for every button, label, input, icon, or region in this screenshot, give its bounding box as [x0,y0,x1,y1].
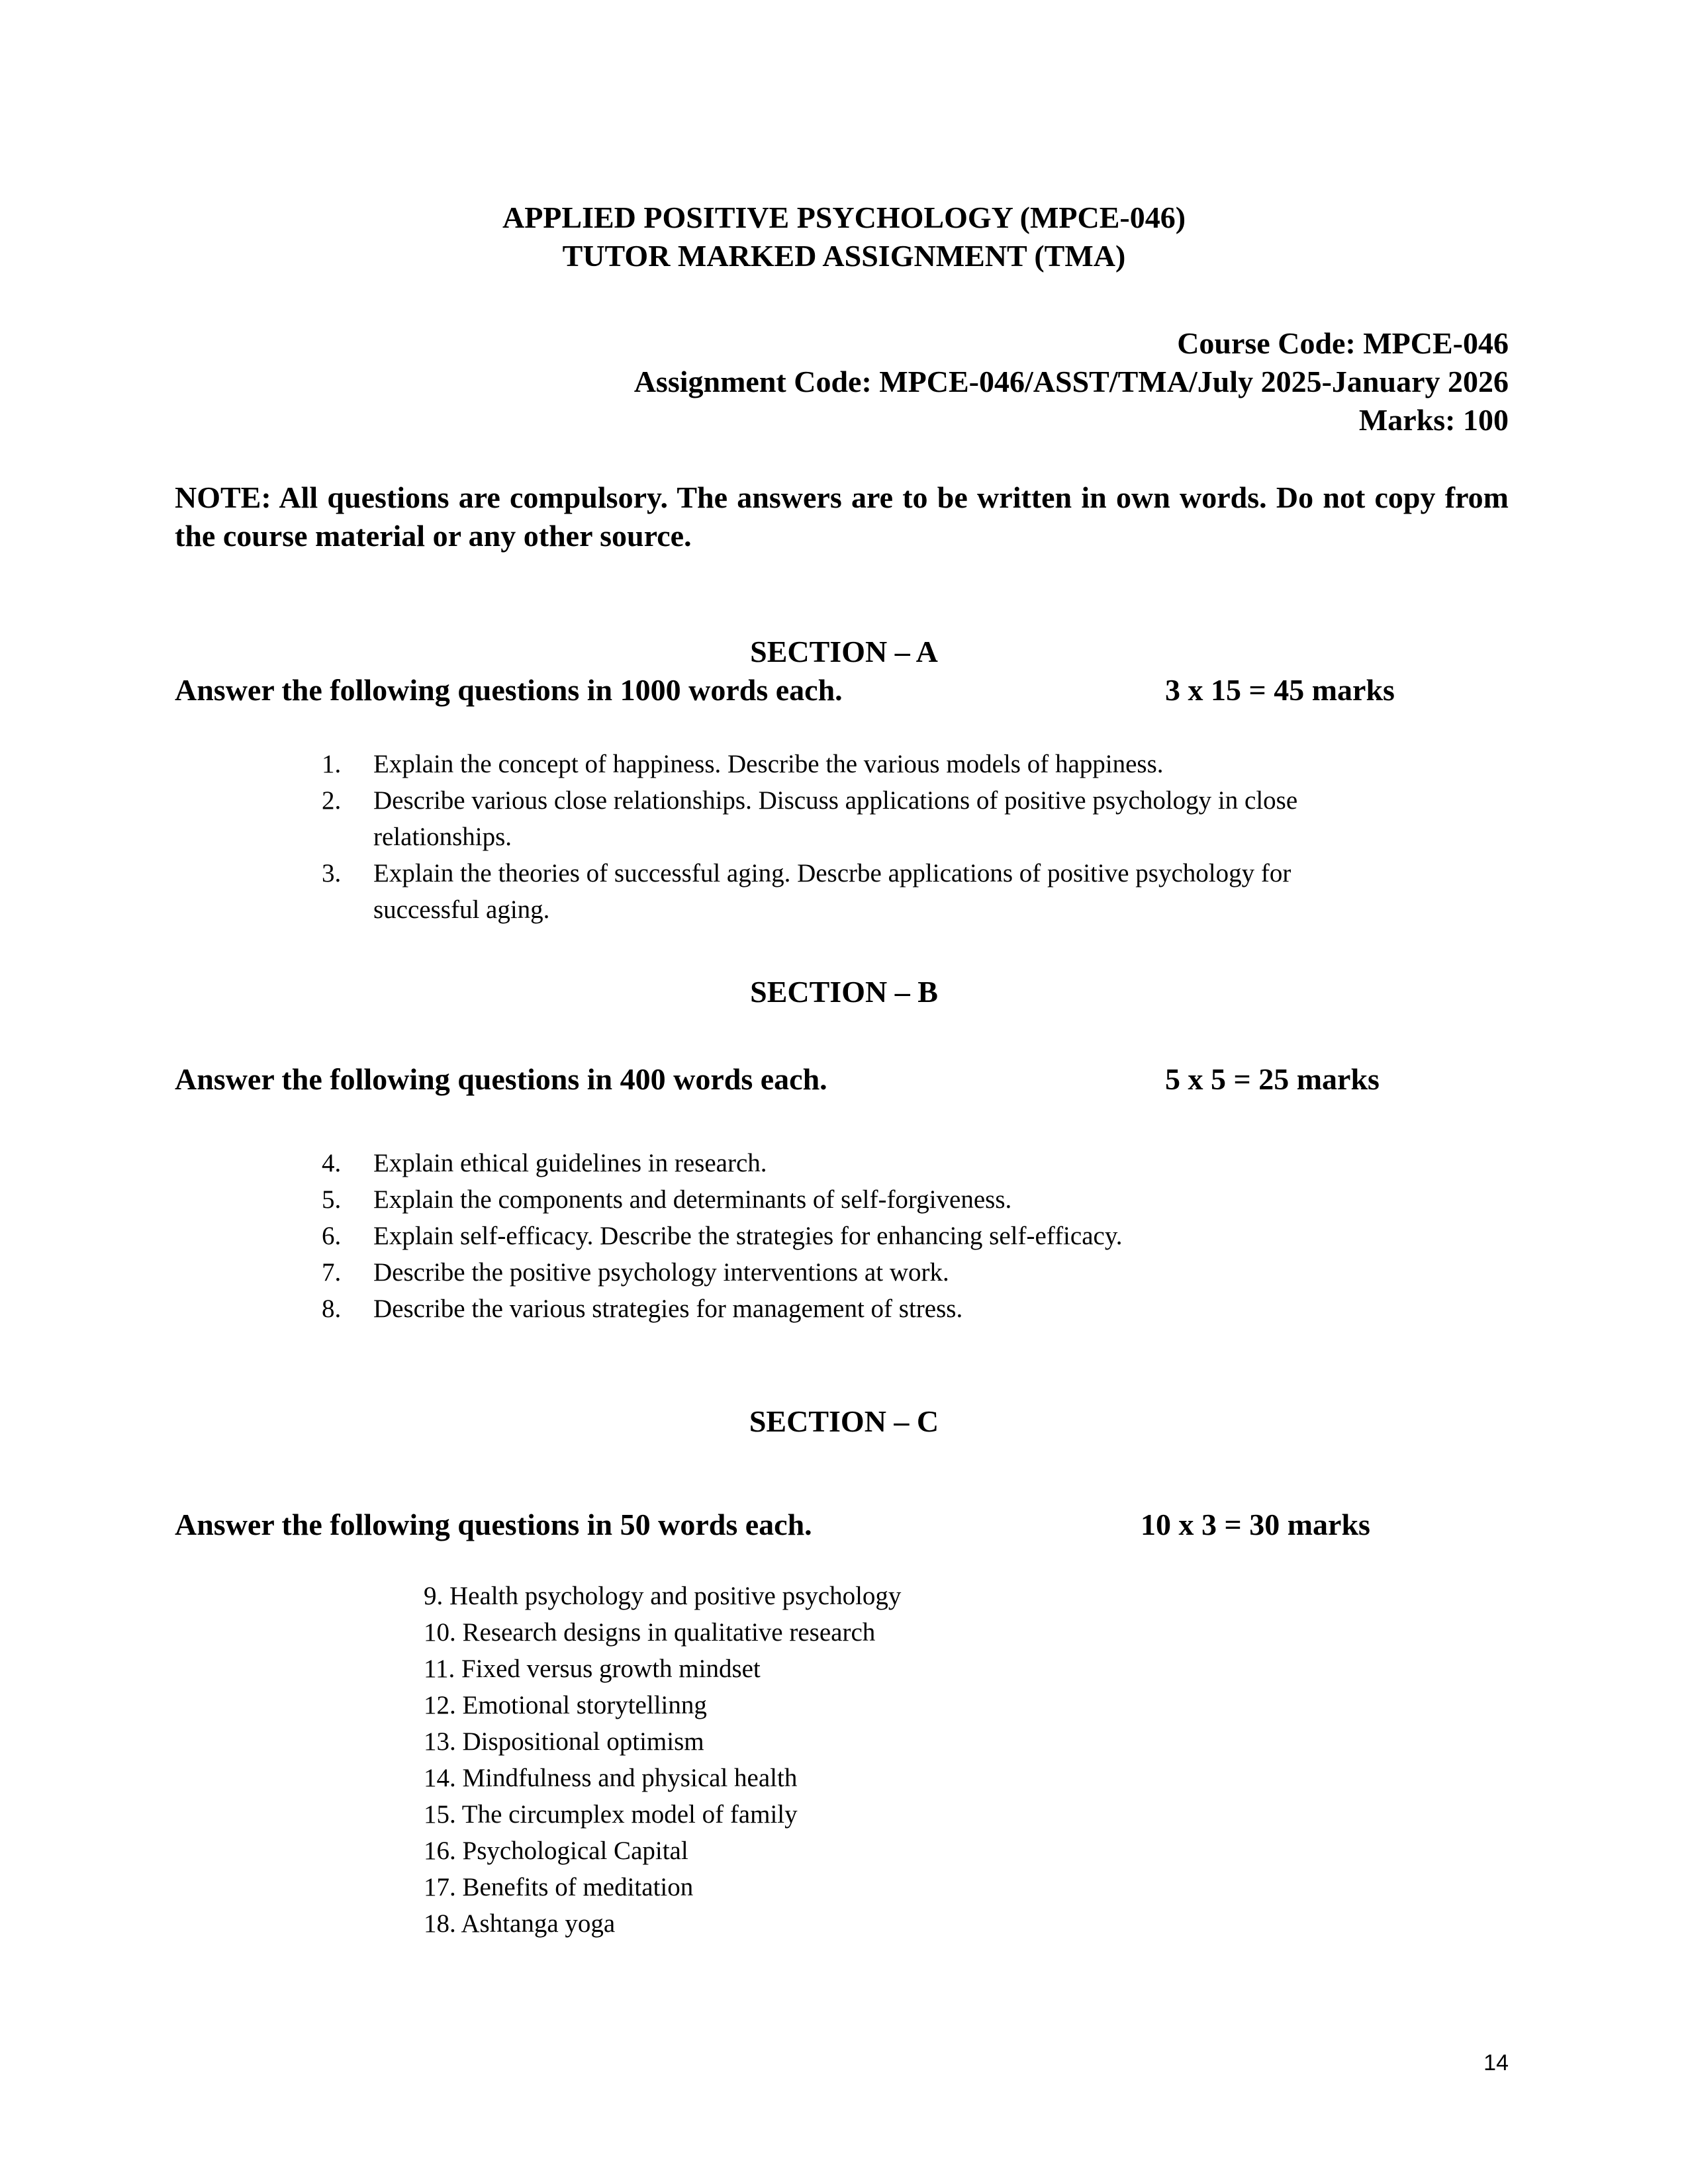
list-item: 16. Psychological Capital [424,1837,688,1865]
section-a-questions [0,746,1688,928]
list-item: 12. Emotional storytellinng [424,1691,707,1719]
list-item: 13. Dispositional optimism [424,1727,704,1756]
assignment-code: Assignment Code: MPCE-046/ASST/TMA/July 2025-January 2026 [633,365,1509,398]
list-item: 11. Fixed versus growth mindset [424,1655,761,1683]
question-number: 7. [322,1258,342,1287]
list-item [0,1145,1366,1181]
assignment-codes [634,324,1509,439]
question-text: Explain the components and determinants of self-forgiveness. [373,1185,1012,1214]
list-item [0,855,1366,928]
section-a-marks: 3 x 15 = 45 marks [1165,673,1395,707]
question-text: Explain self-efficacy. Describe the strategies for enhancing self-efficacy. [373,1222,1123,1250]
list-item: 18. Ashtanga yoga [424,1909,616,1938]
question-text: Describe the positive psychology interventions at work. [373,1258,949,1287]
question-number: 8. [322,1295,342,1323]
section-a-instruction: Answer the following questions in 1000 words each. [175,673,843,707]
question-number: 6. [322,1222,342,1250]
section-c-marks: 10 x 3 = 30 marks [1141,1508,1370,1541]
question-text: Explain the theories of successful aging. Descrbe applications of positive psychology for successful aging. [373,859,1291,924]
section-c-instruction: Answer the following questions in 50 words each. [175,1508,812,1541]
question-number: 5. [322,1185,342,1214]
section-c-questions [424,1578,901,1942]
list-item [0,1181,1366,1218]
question-text: Explain the concept of happiness. Describe the various models of happiness. [373,750,1164,778]
question-text: Explain ethical guidelines in research. [373,1149,767,1177]
question-number: 4. [322,1149,342,1177]
section-c-title: SECTION – C [749,1404,939,1438]
question-number: 1. [322,750,342,778]
page-number: 14 [1483,2050,1509,2075]
list-item: 17. Benefits of meditation [424,1873,694,1901]
question-number: 2. [322,786,342,815]
section-b-title: SECTION – B [750,975,938,1009]
list-item [0,782,1366,855]
document-title: APPLIED POSITIVE PSYCHOLOGY (MPCE-046) [502,201,1186,234]
section-b-marks: 5 x 5 = 25 marks [1165,1062,1380,1096]
section-a-title: SECTION – A [750,635,938,668]
list-item [0,1254,1366,1291]
section-b-instruction: Answer the following questions in 400 words each. [175,1062,827,1096]
list-item: 15. The circumplex model of family [424,1800,798,1829]
list-item: 9. Health psychology and positive psychology [424,1582,902,1610]
list-item: 10. Research designs in qualitative research [424,1618,876,1647]
total-marks: Marks: 100 [1358,403,1509,437]
document-subtitle: TUTOR MARKED ASSIGNMENT (TMA) [562,239,1126,273]
list-item [0,746,1366,782]
list-item [0,1291,1366,1327]
list-item [0,1218,1366,1254]
section-b-questions [0,1145,1688,1327]
course-code: Course Code: MPCE-046 [1177,326,1509,360]
question-number: 3. [322,859,342,887]
question-text: Describe the various strategies for management of stress. [373,1295,963,1323]
note-text: NOTE: All questions are compulsory. The answers are to be written in own words. Do not copy from the course material or any other source. [175,480,1509,553]
question-text: Describe various close relationships. Discuss applications of positive psychology in close relationships. [373,786,1298,851]
list-item: 14. Mindfulness and physical health [424,1764,798,1792]
